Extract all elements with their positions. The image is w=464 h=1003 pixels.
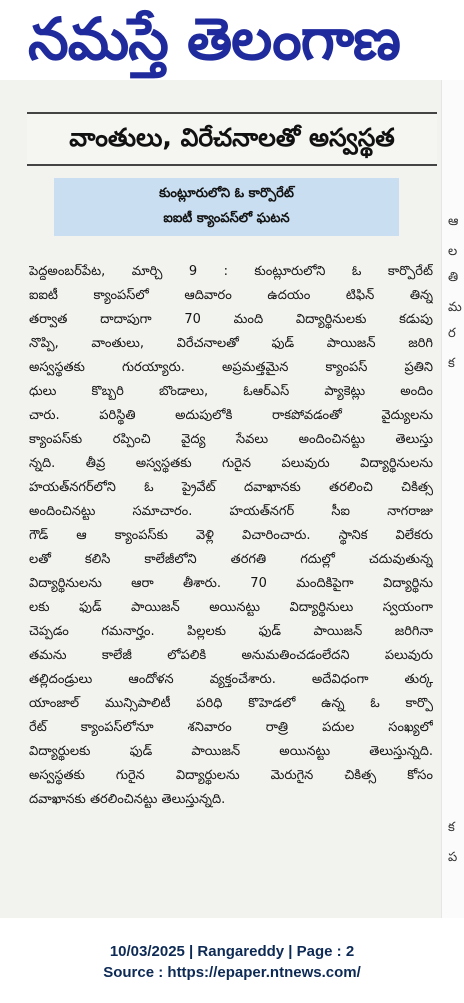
body-text-line: అస్వస్థతకు గురయ్యారు. అప్రమత్తమైన క్యాంపస్ ప్రతిని — [29, 360, 433, 375]
edition-info: 10/03/2025 | Rangareddy | Page : 2 — [109, 943, 355, 960]
body-text-line: గౌడ్ ఆ క్యాంపస్‌కు వెళ్లి విచారించారు. స్థానిక విలేకరు — [29, 528, 433, 543]
adjacent-column-fragment: ర — [448, 326, 456, 341]
adjacent-column-fragment: క — [448, 820, 455, 835]
body-text-line: ఐఐటీ క్యాంపస్‌లో ఆదివారం ఉదయం టిఫిన్ తిన్న — [29, 288, 433, 303]
body-text-line: పెద్దఅంబర్‌పేట, మార్చి 9 : కుంట్లూరులోని ఓ కార్పొరేట్ — [29, 264, 433, 279]
body-text-line: యాంజాల్ మున్సిపాలిటీ పరిధి కొహెడలో ఉన్న ఓ కార్పొ — [29, 696, 433, 711]
masthead — [0, 0, 464, 80]
body-text-line: విద్యార్థినులను ఆరా తీశారు. 70 మందికిపైగా విద్యార్థిను — [29, 576, 433, 591]
adjacent-column-fragment: క — [448, 356, 455, 371]
subheadline-line: కుంట్లూరులోని ఓ కార్పొరేట్ — [159, 186, 294, 201]
body-text-line: చారు. పరిస్థితి అదుపులోకి రాకపోవడంతో వైద్యులను — [29, 408, 433, 423]
body-text-line: న్నది. తీవ్ర అస్వస్థతకు గురైన పలువురు విద్యార్థినులను — [29, 456, 433, 471]
body-text-line: లతో కలిసి కాలేజీలోని తరగతి గదుల్లో చదువుతున్న — [29, 552, 433, 567]
body-text-line: క్యాంపస్‌కు రప్పించి వైద్య సేవలు అందించినట్టు తెలుస్తు — [29, 432, 433, 447]
adjacent-column-fragment: ల — [448, 244, 458, 259]
body-text-line: తమను కాలేజీ లోపలికి అనుమతించడంలేదని పలువురు — [29, 648, 433, 663]
body-text-line: విద్యార్థులకు ఫుడ్ పాయిజన్ అయినట్టు తెలుస్తున్నది. — [29, 744, 433, 759]
adjacent-column-edge — [441, 80, 464, 918]
body-text-line: లకు ఫుడ్ పాయిజన్ అయినట్టు విద్యార్థినులు స్వయంగా — [29, 600, 433, 615]
body-text-line: హయత్‌నగర్‌లోని ఓ ప్రైవేట్ దవాఖానకు తరలించి చికిత్స — [29, 480, 433, 495]
body-text-line: తర్వాత దాదాపుగా 70 మంది విద్యార్థినులకు కడుపు — [29, 312, 433, 327]
body-text-line: దవాఖానకు తరలించినట్టు తెలుస్తున్నది. — [29, 792, 226, 807]
subheadline-box — [54, 178, 399, 236]
adjacent-column-fragment: ప — [448, 850, 458, 865]
body-text-line: తల్లిదండ్రులు ఆందోళన వ్యక్తంచేశారు. అదేవిధంగా తుర్క — [29, 672, 433, 687]
adjacent-column-fragment: మ — [448, 300, 462, 315]
body-text-line: చెప్పడం గమనార్హం. పిల్లలకు ఫుడ్ పాయిజన్ జరిగినా — [29, 624, 433, 639]
subheadline-line: ఐఐటీ క్యాంపస్‌లో ఘటన — [163, 211, 290, 226]
body-text-line: అస్వస్థతకు గురైన విద్యార్థులను మెరుగైన చికిత్స కోసం — [29, 768, 433, 783]
body-text-line: నొప్పి, వాంతులు, విరేచనాలతో ఫుడ్ పాయిజన్ జరిగి — [29, 336, 433, 351]
newspaper-logo: నమస్తే తెలంగాణ — [28, 5, 400, 73]
body-text-line: అందించినట్టు సమాచారం. హయత్‌నగర్ సీఐ నాగరాజు — [29, 504, 433, 519]
body-text-line: ధులు కొబ్బరి బొండాలు, ఓఆర్‌ఎస్ ప్యాకెట్లు అందిం — [29, 384, 433, 399]
adjacent-column-fragment: తి — [448, 270, 459, 285]
source-link[interactable]: Source : https://epaper.ntnews.com/ — [103, 964, 361, 981]
adjacent-column-fragment: ఆ — [448, 214, 459, 229]
body-text-line: రేట్ క్యాంపస్‌లోనూ శనివారం రాత్రి పదుల సంఖ్యలో — [29, 720, 433, 735]
article-headline: వాంతులు, విరేచనాలతో అస్వస్థత — [69, 123, 395, 152]
headline-box — [27, 112, 437, 166]
